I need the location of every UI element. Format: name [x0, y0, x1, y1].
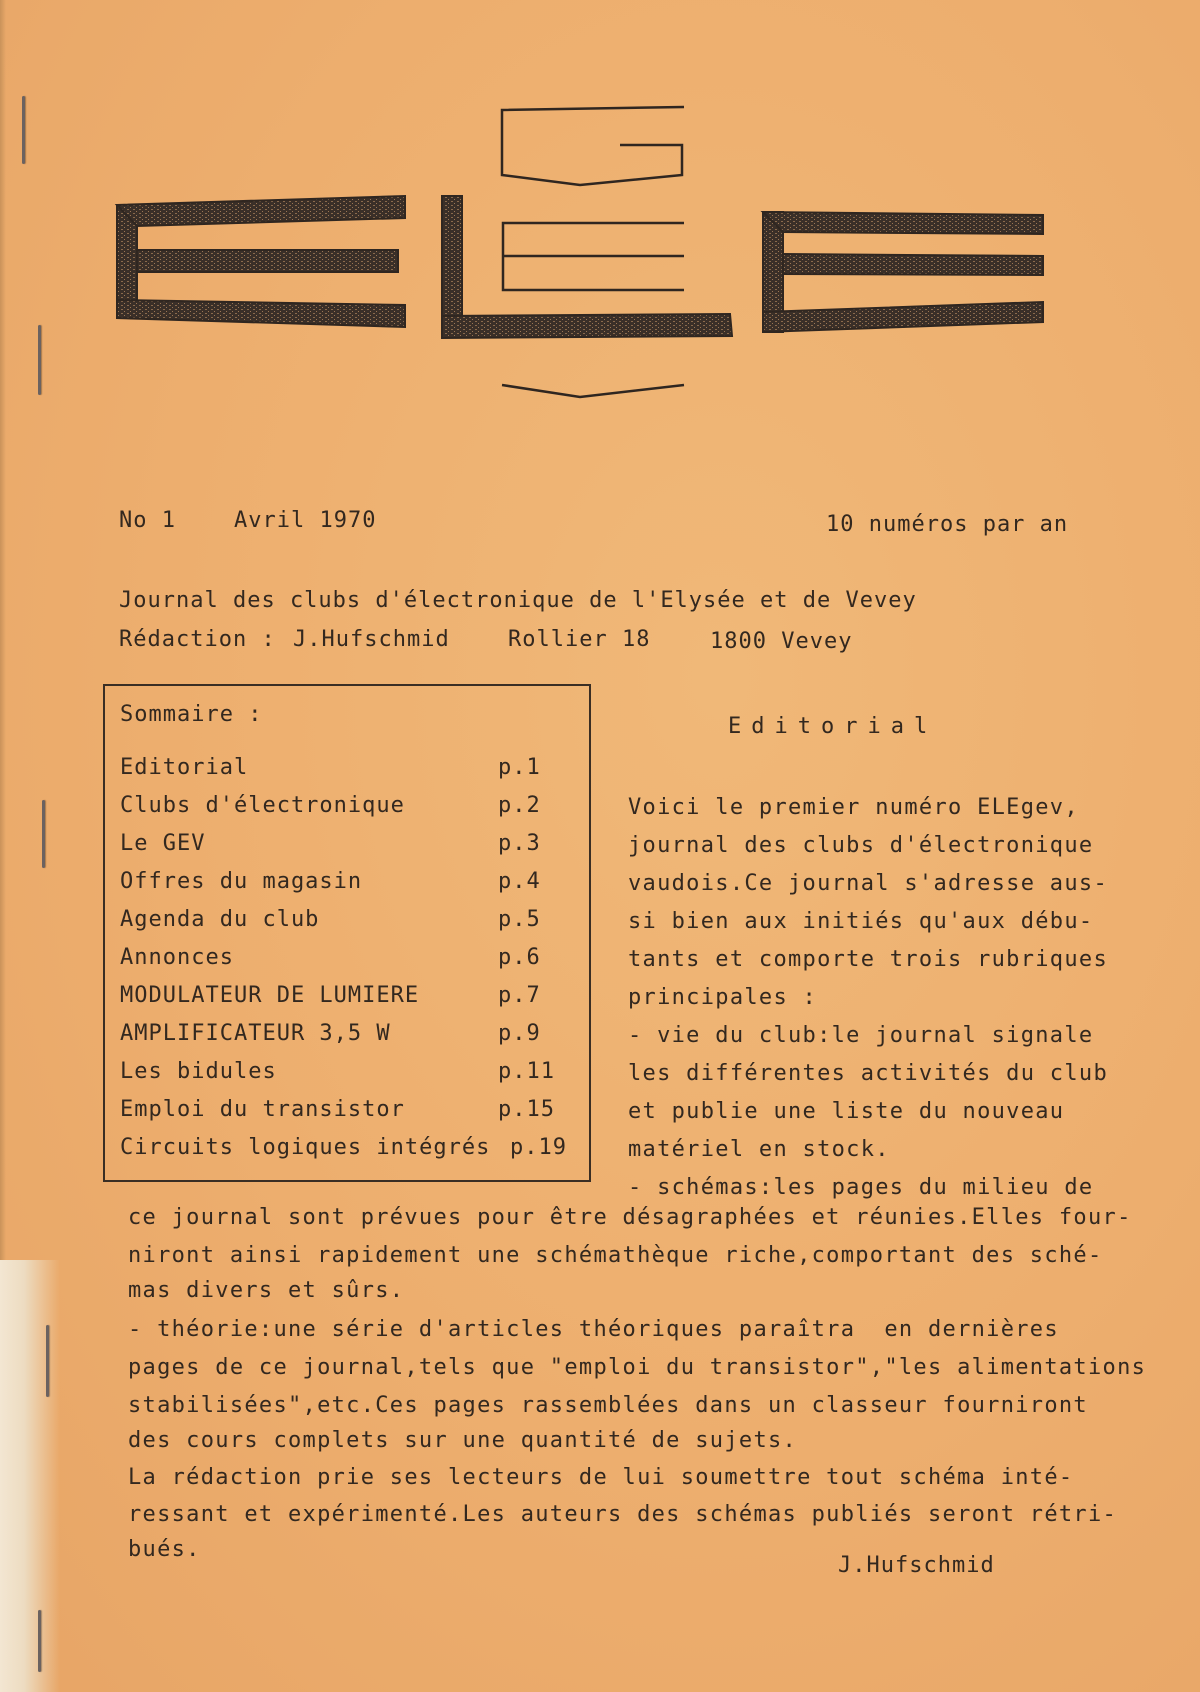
- issue-date: Avril 1970: [234, 508, 377, 533]
- toc-item: AMPLIFICATEUR 3,5 W p.9: [120, 1021, 541, 1046]
- staple-4: [46, 1325, 49, 1397]
- redaction-label: Rédaction :: [119, 627, 276, 652]
- toc-item: Circuits logiques intégrés p.19: [120, 1135, 567, 1160]
- sommaire-title: Sommaire :: [120, 702, 263, 727]
- editorial-line: et publie une liste du nouveau: [628, 1099, 1065, 1124]
- logo-letter-e-left: [117, 196, 405, 327]
- elgev-logo: [0, 0, 1200, 430]
- editorial-line: des cours complets sur une quantité de sujets.: [128, 1428, 798, 1453]
- editorial-line: - vie du club:le journal signale: [628, 1023, 1094, 1048]
- editorial-line: stabilisées",etc.Ces pages rassemblées dans un classeur fourniront: [128, 1393, 1088, 1418]
- logo-letter-l: [442, 196, 732, 338]
- editorial-line: vaudois.Ce journal s'adresse aus-: [628, 871, 1108, 896]
- editorial-line: matériel en stock.: [628, 1137, 890, 1162]
- paper-tear: [0, 1260, 60, 1692]
- editorial-line: pages de ce journal,tels que "emploi du transistor","les alimentations: [128, 1355, 1147, 1380]
- journal-subtitle: Journal des clubs d'électronique de l'Elysée et de Vevey: [119, 588, 917, 613]
- editorial-line: - schémas:les pages du milieu de: [628, 1175, 1094, 1200]
- toc-item: Agenda du club p.5: [120, 907, 541, 932]
- editorial-line: La rédaction prie ses lecteurs de lui soumettre tout schéma inté-: [128, 1465, 1074, 1490]
- logo-letter-e-outline: [503, 223, 684, 290]
- editorial-line: ressant et expérimenté.Les auteurs des schémas publiés seront rétri-: [128, 1502, 1118, 1527]
- toc-item: Le GEV p.3: [120, 831, 541, 856]
- issue-frequency: 10 numéros par an: [826, 512, 1069, 537]
- staple-5: [38, 1610, 41, 1672]
- editorial-line: tants et comporte trois rubriques: [628, 947, 1108, 972]
- toc-item: MODULATEUR DE LUMIERE p.7: [120, 983, 541, 1008]
- editorial-line: si bien aux initiés qu'aux débu-: [628, 909, 1094, 934]
- editorial-line: principales :: [628, 985, 818, 1010]
- toc-item: Emploi du transistor p.15: [120, 1097, 555, 1122]
- editorial-line: journal des clubs d'électronique: [628, 833, 1094, 858]
- toc-item: Clubs d'électronique p.2: [120, 793, 541, 818]
- toc-item: Annonces p.6: [120, 945, 541, 970]
- editorial-line: bués.: [128, 1537, 201, 1562]
- redaction-name: J.Hufschmid: [293, 627, 450, 652]
- staple-3: [42, 800, 45, 868]
- logo-letter-g: [502, 107, 684, 397]
- editorial-title: Editorial: [728, 714, 938, 739]
- editorial-signature: J.Hufschmid: [838, 1553, 995, 1578]
- logo-letter-e-right: [763, 212, 1043, 332]
- toc-item: Les bidules p.11: [120, 1059, 555, 1084]
- editorial-line: Voici le premier numéro ELEgev,: [628, 795, 1079, 820]
- redaction-street: Rollier 18: [508, 627, 651, 652]
- editorial-line: niront ainsi rapidement une schémathèque riche,comportant des sché-: [128, 1243, 1103, 1268]
- editorial-line: ce journal sont prévues pour être désagraphées et réunies.Elles four-: [128, 1205, 1132, 1230]
- editorial-line: les différentes activités du club: [628, 1061, 1108, 1086]
- editorial-line: mas divers et sûrs.: [128, 1278, 405, 1303]
- toc-item: Editorial p.1: [120, 755, 541, 780]
- redaction-city: 1800 Vevey: [710, 629, 853, 654]
- editorial-line: - théorie:une série d'articles théoriques paraîtra en dernières: [128, 1317, 1059, 1342]
- issue-number: No 1: [119, 508, 176, 533]
- toc-item: Offres du magasin p.4: [120, 869, 541, 894]
